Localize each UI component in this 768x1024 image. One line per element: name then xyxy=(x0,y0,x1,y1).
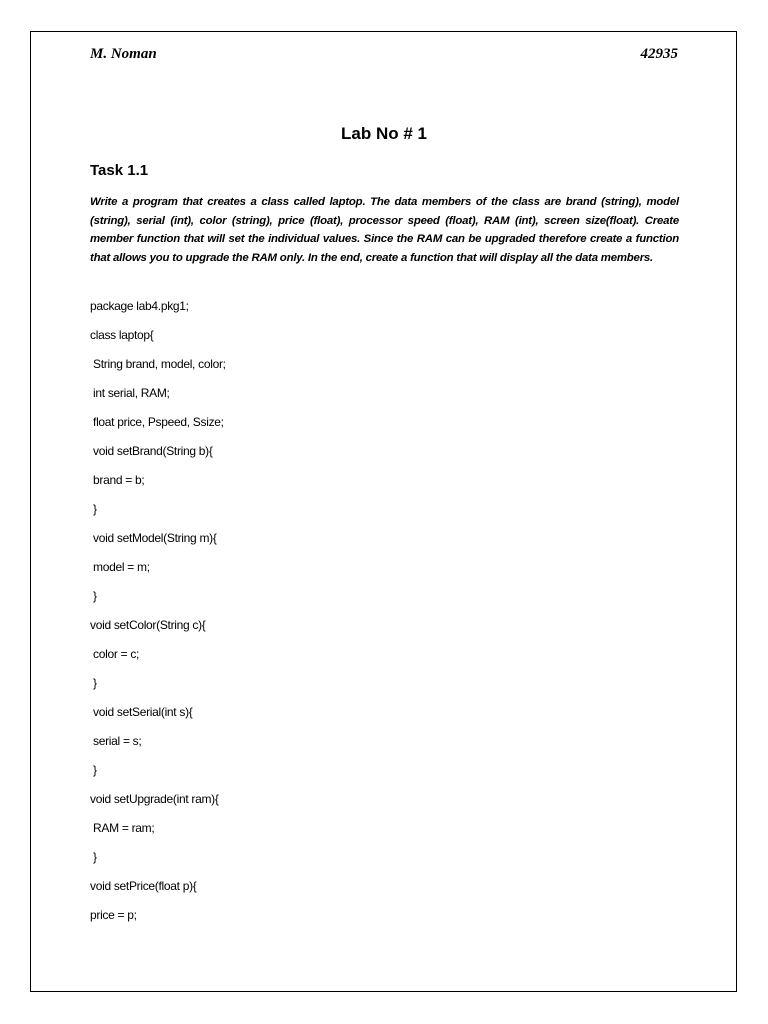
code-line: serial = s; xyxy=(90,734,142,748)
code-line: RAM = ram; xyxy=(90,821,155,835)
code-line: model = m; xyxy=(90,560,150,574)
code-line: void setBrand(String b){ xyxy=(90,444,213,458)
code-line: } xyxy=(90,502,97,516)
code-line: class laptop{ xyxy=(90,328,154,342)
lab-title: Lab No # 1 xyxy=(341,124,427,143)
code-line: } xyxy=(90,850,97,864)
author-name: M. Noman xyxy=(90,46,157,62)
code-line: package lab4.pkg1; xyxy=(90,299,189,313)
code-line: } xyxy=(90,589,97,603)
task-description: Write a program that creates a class called laptop. The data members of the class are brand (string), model (string), serial (int), color (string), price (float), processor speed (float), RAM (int), screen size(float). Create member function that will set the individual values. Since the RAM can be upgraded therefore create a function that allows you to upgrade the RAM only. In the end, create a function that will display all the data members. xyxy=(90,196,679,264)
code-line: } xyxy=(90,676,97,690)
code-line: String brand, model, color; xyxy=(90,357,226,371)
student-id: 42935 xyxy=(640,46,678,62)
code-line: void setColor(String c){ xyxy=(90,618,206,632)
code-line: } xyxy=(90,763,97,777)
code-block xyxy=(90,297,679,935)
code-line: void setUpgrade(int ram){ xyxy=(90,792,219,806)
code-line: price = p; xyxy=(90,908,137,922)
code-line: void setPrice(float p){ xyxy=(90,879,197,893)
code-line: int serial, RAM; xyxy=(90,386,170,400)
code-line: float price, Pspeed, Ssize; xyxy=(90,415,224,429)
task-title: Task 1.1 xyxy=(90,162,149,179)
code-line: brand = b; xyxy=(90,473,145,487)
code-line: color = c; xyxy=(90,647,140,661)
code-line: void setSerial(int s){ xyxy=(90,705,193,719)
code-line: void setModel(String m){ xyxy=(90,531,217,545)
